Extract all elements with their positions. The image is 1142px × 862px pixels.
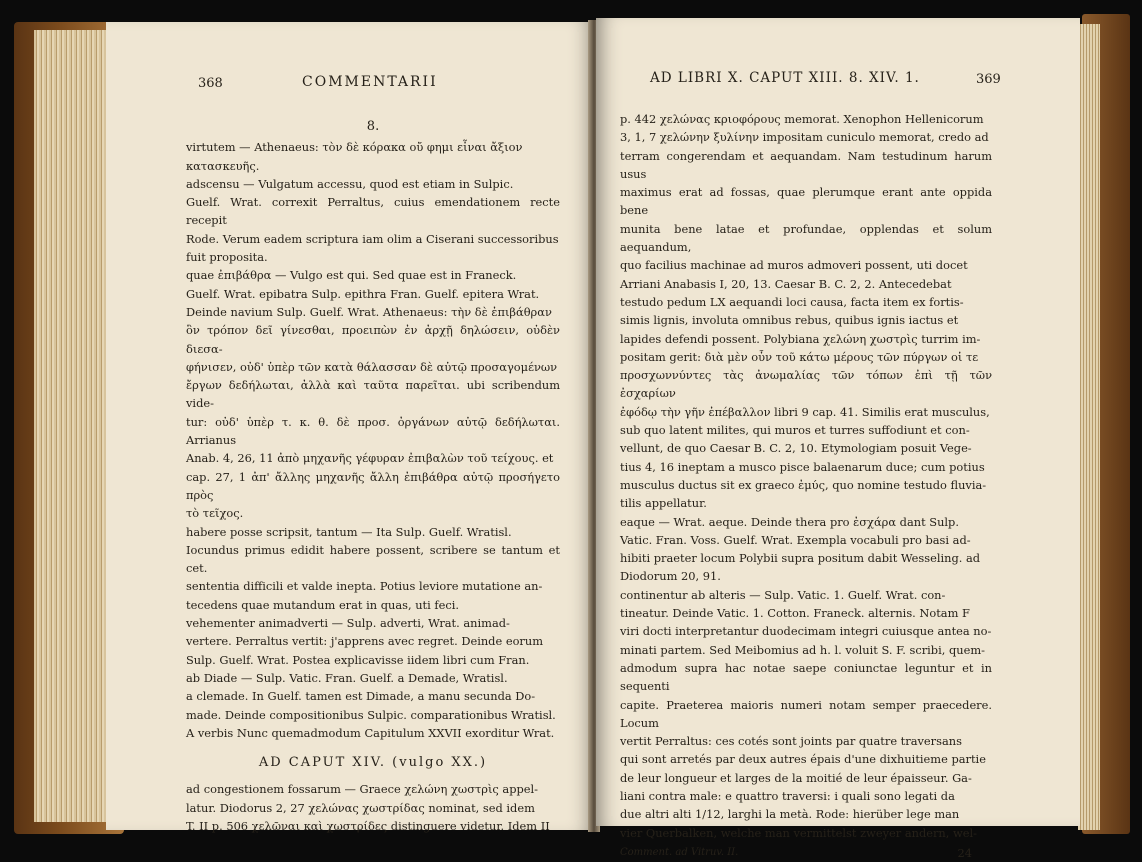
text-line: latur. Diodorus 2, 27 χελώνας χωστρίδας nominat, sed idem xyxy=(186,800,535,815)
text-line: a clemade. In Guelf. tamen est Dimade, a manu secunda Do- xyxy=(186,689,536,704)
text-line: simis lignis, involuta omnibus rebus, quibus ignis iactus et xyxy=(620,313,959,328)
text-line: habere posse scripsit, tantum — Ita Sulp. Guelf. Wratisl. xyxy=(186,524,512,539)
text-line: vellunt, de quo Caesar B. C. 2, 10. Etymologiam posuit Vege- xyxy=(620,441,972,456)
left-page xyxy=(106,22,594,833)
text-line: munita bene latae et profundae, opplendas et solum aequandum, xyxy=(620,221,992,255)
text-line: Sulp. Guelf. Wrat. Postea explicavisse iidem libri cum Fran. xyxy=(186,652,530,667)
text-line: hibiti praeter locum Polybii supra positum dabit Wesseling. ad xyxy=(620,551,981,566)
text-line: Arriani Anabasis I, 20, 13. Caesar B. C. 2, 2. Antecedebat xyxy=(620,276,952,291)
text-line: maximus erat ad fossas, quae plerumque erant ante oppida bene xyxy=(620,185,992,218)
text-line: vier Querbalken, welche man vermittelst zweyer andern, wel- xyxy=(620,825,977,840)
section-heading: AD CAPUT XIV. (vulgo XX.) xyxy=(258,755,488,771)
text-line: fuit proposita. xyxy=(186,250,268,265)
text-line: viri docti interpretantur duodecimam integri cuiusque antea no- xyxy=(620,624,992,639)
text-line: Vatic. Fran. Voss. Guelf. Wrat. Exempla vocabuli pro basi ad- xyxy=(620,532,971,547)
text-line: Guelf. Wrat. correxit Perraltus, cuius emendationem recte recepit xyxy=(186,195,560,228)
footer-signature: Comment. ad Vitruv. II. xyxy=(620,846,739,858)
text-line: adscensu — Vulgatum accessu, quod est etiam in Sulpic. xyxy=(186,176,514,191)
text-line: sub quo latent milites, qui muros et turres suffodiunt et con- xyxy=(620,423,970,438)
text-line: Rode. Verum eadem scriptura iam olim a Ciserani successoribus xyxy=(186,231,559,246)
page-footer xyxy=(620,844,992,862)
text-line: quae ἐπιβάθρα — Vulgo est qui. Sed quae est in Franeck. xyxy=(186,268,517,283)
text-line: ἐφόδῳ τὴν γῆν ἐπέβαλλον libri 9 cap. 41. Similis erat musculus, xyxy=(620,404,990,419)
text-line: τὸ τεῖχος. xyxy=(186,506,244,521)
text-line: musculus ductus sit ex graeco ἐμύς, quo nomine testudo fluvia- xyxy=(620,477,987,492)
right-running-head: AD LIBRI X. CAPUT XIII. 8. XIV. 1. xyxy=(650,70,920,86)
text-line: Anab. 4, 26, 11 ἀπὸ μηχανῆς γέφυραν ἐπιβαλὼν τοῦ τείχους. et xyxy=(186,451,554,466)
right-page xyxy=(596,18,1080,860)
right-page-number: 369 xyxy=(976,72,1001,87)
text-line: virtutem — Athenaeus: τὸν δὲ κόρακα οὔ φημι εἶναι ἄξιον xyxy=(186,140,523,155)
text-line: sententia difficili et valde inepta. Potius leviore mutatione an- xyxy=(186,579,543,594)
left-page-number: 368 xyxy=(198,76,223,91)
text-line: tecedens quae mutandum erat in quas, uti feci. xyxy=(186,597,460,612)
text-line: vertere. Perraltus vertit: j'apprens avec regret. Deinde eorum xyxy=(186,634,544,649)
page-edges-left xyxy=(34,30,112,822)
footer-number: 24 xyxy=(957,845,972,860)
text-line: ἔργων δεδήλωται, ἀλλὰ καὶ ταῦτα παρεῖται. ubi scribendum vide- xyxy=(186,378,560,411)
text-line: A verbis Nunc quemadmodum Capitulum XXVII exorditur Wrat. xyxy=(186,725,555,740)
text-line: tineatur. Deinde Vatic. 1. Cotton. Franeck. alternis. Notam F xyxy=(620,606,970,621)
text-line: tilis appellatur. xyxy=(620,496,707,511)
text-line: φήνισεν, οὐδ' ὑπὲρ τῶν κατὰ θάλασσαν δὲ αὐτῷ προσαγομένων xyxy=(186,359,558,374)
text-line: ad congestionem fossarum — Graece χελώνη χωστρὶς appel- xyxy=(186,782,539,797)
page-edges-right xyxy=(1078,24,1100,830)
text-line: Iocundus primus edidit habere possent, scribere se tantum et cet. xyxy=(186,542,560,576)
text-line: due altri alti 1/12, larghi la metà. Rode: hierüber lege man xyxy=(620,807,960,822)
text-line: terram congerendam et aequandam. Nam testudinum harum usus xyxy=(620,148,992,181)
text-line: p. 442 χελώνας κριοφόρους memorat. Xenophon Hellenicorum xyxy=(620,112,984,126)
text-line: ab Diade — Sulp. Vatic. Fran. Guelf. a Demade, Wratisl. xyxy=(186,670,508,685)
right-text-block xyxy=(620,110,992,862)
text-line: προσχωννύντες τὰς ἀνωμαλίας τῶν τόπων ἐπὶ τῇ τῶν ἐσχαρίων xyxy=(620,368,992,401)
text-line: tius 4, 16 ineptam a musco pisce balaenarum duce; cum potius xyxy=(620,459,985,474)
section-number: 8. xyxy=(366,119,380,134)
text-line: κατασκευῆς. xyxy=(186,158,260,173)
text-line: positam gerit: διὰ μὲν οὖν τοῦ κάτω μέρους τῶν πύργων οἱ τε xyxy=(620,349,979,364)
text-line: made. Deinde compositionibus Sulpic. comparationibus Wratisl. xyxy=(186,707,556,722)
text-line: Deinde navium Sulp. Guelf. Wrat. Athenaeus: τὴν δὲ ἐπιβάθραν xyxy=(186,304,552,319)
text-line: testudo pedum LX aequandi loci causa, facta item ex fortis- xyxy=(620,294,964,309)
text-line: continentur ab alteris — Sulp. Vatic. 1. Guelf. Wrat. con- xyxy=(620,587,946,602)
text-line: capite. Praeterea maioris numeri notam semper praecedere. Locum xyxy=(620,697,992,730)
text-line: eaque — Wrat. aeque. Deinde thera pro ἐσχάρα dant Sulp. xyxy=(620,514,959,529)
text-line: qui sont arretés par deux autres épais d'une dixhuitieme partie xyxy=(620,752,986,767)
text-line: tur: οὐδ' ὑπὲρ τ. κ. θ. δὲ προσ. ὀργάνων αὐτῷ δεδήλωται. Arrianus xyxy=(186,414,560,448)
text-line: quo facilius machinae ad muros admoveri possent, uti docet xyxy=(620,258,968,273)
text-line: lapides defendi possent. Polybiana χελώνη χωστρὶς turrim im- xyxy=(620,331,981,346)
text-line: admodum supra hac notae saepe coniunctae leguntur et in sequenti xyxy=(620,660,992,694)
text-line: liani contra male: e quattro traversi: i quali sono legati da xyxy=(620,788,955,803)
text-line: vehementer animadverti — Sulp. adverti, Wrat. animad- xyxy=(186,616,510,631)
text-line: T. II p. 506 χελῶναι καὶ χωστρίδες distinguere videtur. Idem II xyxy=(186,818,550,833)
text-line: ὃν τρόπον δεῖ γίνεσθαι, προειπὼν ἐν ἀρχῇ δηλώσειν, οὐδὲν διεσα- xyxy=(186,323,560,356)
text-line: Diodorum 20, 91. xyxy=(620,569,721,584)
text-line: minati partem. Sed Meibomius ad h. l. voluit S. F. scribi, quem- xyxy=(620,642,985,657)
text-line: cap. 27, 1 ἀπ' ἄλλης μηχανῆς ἄλλη ἐπιβάθρα αὐτῷ προσήγετο πρὸς xyxy=(186,469,560,502)
text-line: vertit Perraltus: ces cotés sont joints par quatre traversans xyxy=(620,734,962,749)
text-line: Guelf. Wrat. epibatra Sulp. epithra Fran. Guelf. epitera Wrat. xyxy=(186,286,540,301)
left-running-head: COMMENTARII xyxy=(302,74,438,90)
text-line: de leur longueur et larges de la moitié de leur épaisseur. Ga- xyxy=(620,770,972,785)
text-line: 3, 1, 7 χελώνην ξυλίνην impositam cuniculo memorat, credo ad xyxy=(620,130,989,145)
left-text-block xyxy=(186,118,560,835)
